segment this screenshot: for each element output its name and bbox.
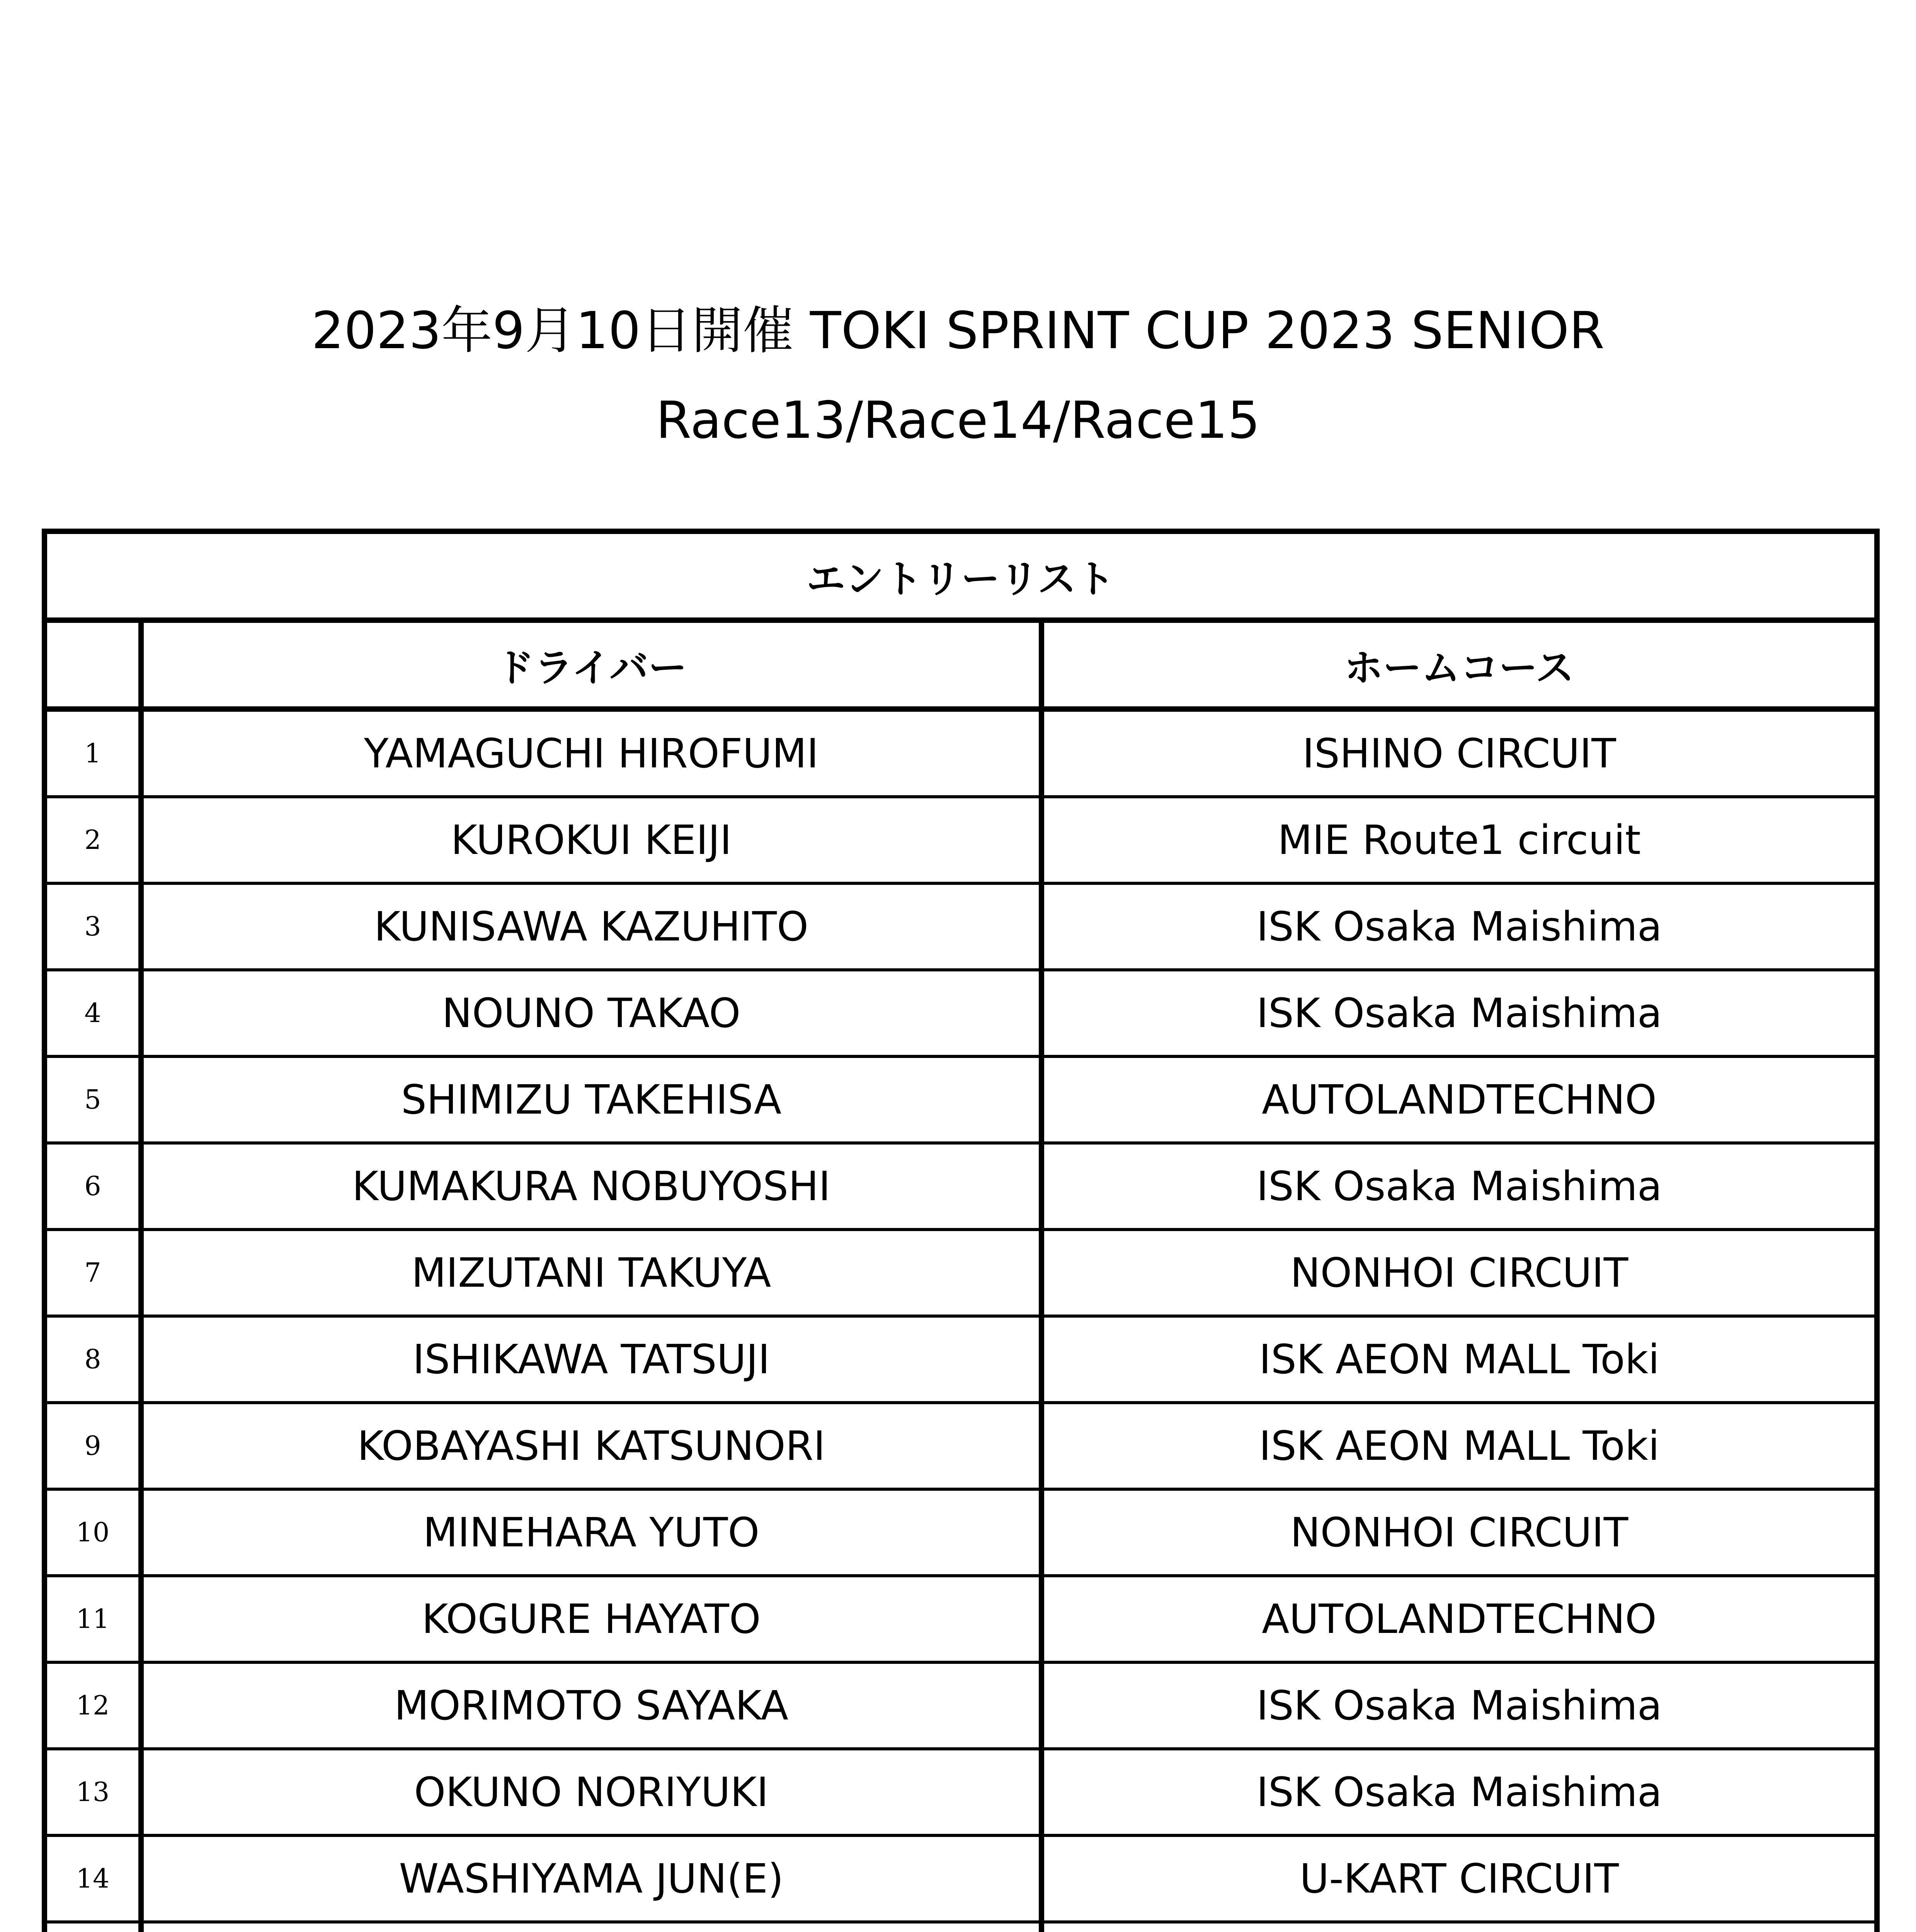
entry-number: 9 (44, 1403, 141, 1489)
entry-number: 6 (44, 1143, 141, 1230)
home-course: ISHINO CIRCUIT (1041, 709, 1877, 797)
home-course: ISK Osaka Maishima (1041, 1662, 1877, 1749)
table-row (44, 1922, 1877, 1932)
race-list-title: Race13/Race14/Race15 (656, 391, 1260, 450)
entry-number (44, 1922, 141, 1932)
home-course: NONHOI CIRCUIT (1041, 1489, 1877, 1576)
home-course: ISK Osaka Maishima (1041, 1749, 1877, 1835)
entry-rows (44, 709, 1877, 1932)
home-course: U-KART CIRCUIT (1041, 1835, 1877, 1922)
table-row (44, 1576, 1877, 1662)
course-column-header: ホームコース (1041, 620, 1877, 709)
table-caption-row (44, 531, 1877, 620)
home-course: ISK AEON MALL Toki (1041, 1316, 1877, 1403)
entry-number: 14 (44, 1835, 141, 1922)
driver-name: KUROKUI KEIJI (141, 797, 1041, 883)
entry-number: 11 (44, 1576, 141, 1662)
table-row (44, 1662, 1877, 1749)
home-course: MIE Route1 circuit (1041, 797, 1877, 883)
driver-name: KOBAYASHI KATSUNORI (141, 1403, 1041, 1489)
driver-name (141, 1922, 1041, 1932)
table-row (44, 1056, 1877, 1143)
entry-number: 10 (44, 1489, 141, 1576)
home-course: NONHOI CIRCUIT (1041, 1230, 1877, 1316)
entry-number: 7 (44, 1230, 141, 1316)
entry-list-table (42, 529, 1880, 1932)
table-row (44, 709, 1877, 797)
driver-name: KUNISAWA KAZUHITO (141, 883, 1041, 970)
table-row (44, 1749, 1877, 1835)
table-row (44, 883, 1877, 970)
driver-name: NOUNO TAKAO (141, 970, 1041, 1056)
table-row (44, 1316, 1877, 1403)
table-row (44, 1835, 1877, 1922)
number-column-header (44, 620, 141, 709)
home-course: AUTOLANDTECHNO (1041, 1056, 1877, 1143)
driver-name: MINEHARA YUTO (141, 1489, 1041, 1576)
driver-name: ISHIKAWA TATSUJI (141, 1316, 1041, 1403)
entry-number: 2 (44, 797, 141, 883)
driver-name: OKUNO NORIYUKI (141, 1749, 1041, 1835)
home-course: AUTOLANDTECHNO (1041, 1576, 1877, 1662)
driver-name: MORIMOTO SAYAKA (141, 1662, 1041, 1749)
home-course: ISK Osaka Maishima (1041, 970, 1877, 1056)
table-row (44, 1403, 1877, 1489)
home-course (1041, 1922, 1877, 1932)
entry-number: 3 (44, 883, 141, 970)
entry-number: 12 (44, 1662, 141, 1749)
table-header-row (44, 620, 1877, 709)
driver-name: KUMAKURA NOBUYOSHI (141, 1143, 1041, 1230)
table-row (44, 970, 1877, 1056)
home-course: ISK Osaka Maishima (1041, 1143, 1877, 1230)
driver-name: MIZUTANI TAKUYA (141, 1230, 1041, 1316)
table-row (44, 797, 1877, 883)
entry-number: 1 (44, 709, 141, 797)
entry-list-caption: エントリーリスト (44, 531, 1877, 620)
entry-number: 5 (44, 1056, 141, 1143)
driver-column-header: ドライバー (141, 620, 1041, 709)
table-row (44, 1143, 1877, 1230)
home-course: ISK Osaka Maishima (1041, 883, 1877, 970)
driver-name: YAMAGUCHI HIROFUMI (141, 709, 1041, 797)
home-course: ISK AEON MALL Toki (1041, 1403, 1877, 1489)
driver-name: WASHIYAMA JUN(E) (141, 1835, 1041, 1922)
driver-name: KOGURE HAYATO (141, 1576, 1041, 1662)
event-title: 2023年9月10日開催 TOKI SPRINT CUP 2023 SENIOR (311, 301, 1605, 361)
entry-number: 8 (44, 1316, 141, 1403)
entry-number: 4 (44, 970, 141, 1056)
document-title (0, 286, 1916, 465)
driver-name: SHIMIZU TAKEHISA (141, 1056, 1041, 1143)
table-row (44, 1489, 1877, 1576)
entry-number: 13 (44, 1749, 141, 1835)
table-row (44, 1230, 1877, 1316)
